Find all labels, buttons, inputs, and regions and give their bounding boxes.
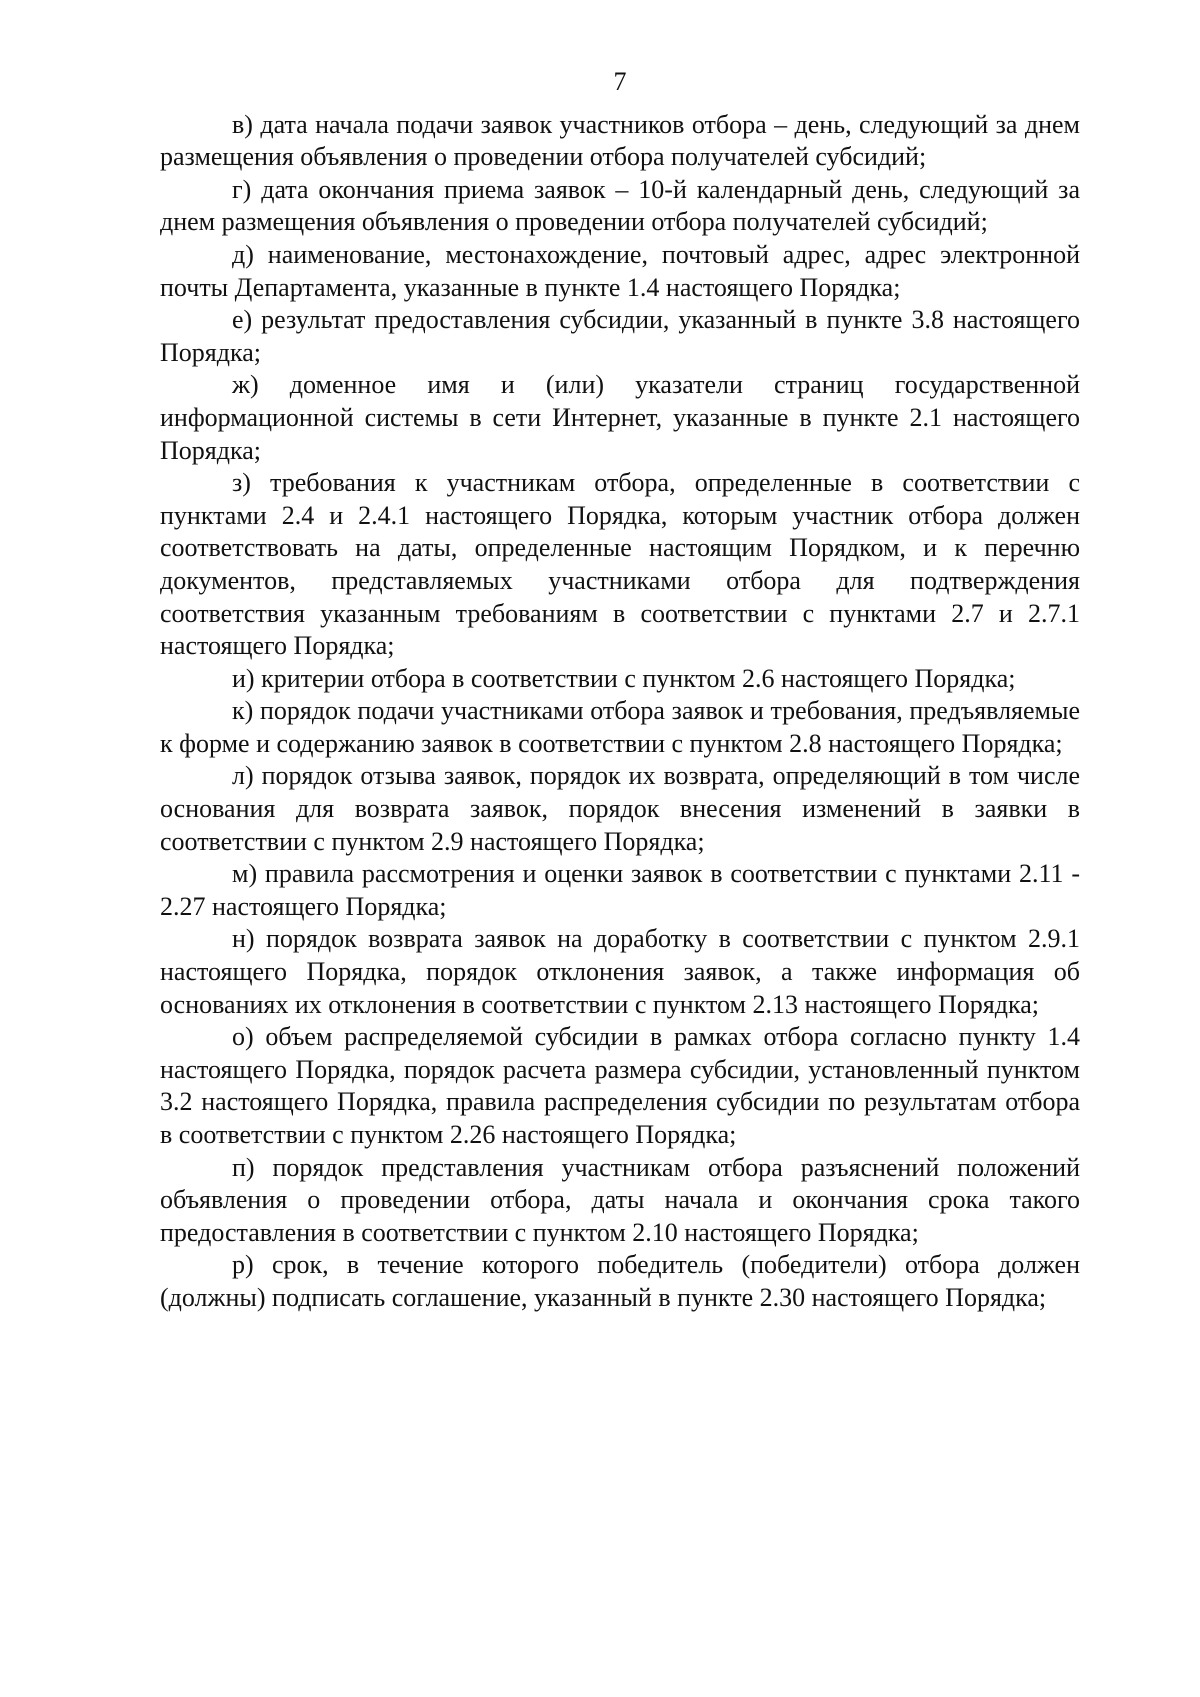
paragraph-m: м) правила рассмотрения и оценки заявок в соответствии с пунктами 2.11 - 2.27 настоящего Порядка;	[160, 859, 1080, 921]
paragraph-v: в) дата начала подачи заявок участников отбора – день, следующий за днем размещения объявления о проведении отбора получателей субсидий;	[160, 109, 1080, 172]
page-number: 7	[613, 67, 627, 96]
paragraph-d: д) наименование, местонахождение, почтовый адрес, адрес электронной почты Департамента, указанные в пункте 1.4 настоящего Порядка;	[160, 239, 1080, 302]
paragraph-e: е) результат предоставления субсидии, указанный в пункте 3.8 настоящего Порядка;	[160, 305, 1080, 367]
paragraph-zh: ж) доменное имя и (или) указатели страниц государственной информационной системы в сети Интернет, указанные в пункте 2.1 настоящего Порядка;	[160, 370, 1080, 465]
paragraph-r: р) срок, в течение которого победитель (победители) отбора должен (должны) подписать соглашение, указанный в пункте 2.30 настоящего Порядка;	[160, 1250, 1080, 1312]
paragraph-l: л) порядок отзыва заявок, порядок их возврата, определяющий в том числе основания для возврата заявок, порядок внесения изменений в заявки в соответствии с пунктом 2.9 настоящего Порядка;	[160, 761, 1080, 856]
document-page	[160, 66, 1080, 1315]
paragraph-g: г) дата окончания приема заявок – 10-й календарный день, следующий за днем размещения объявления о проведении отбора получателей субсидий;	[160, 174, 1080, 237]
paragraph-n: н) порядок возврата заявок на доработку в соответствии с пунктом 2.9.1 настоящего Порядка, порядок отклонения заявок, а также информация об основаниях их отклонения в соответствии с пунктом 2.13 настоящего Порядка;	[160, 924, 1080, 1019]
paragraph-i: и) критерии отбора в соответствии с пунктом 2.6 настоящего Порядка;	[232, 663, 1016, 693]
paragraph-k: к) порядок подачи участниками отбора заявок и требования, предъявляемые к форме и содержанию заявок в соответствии с пунктом 2.8 настоящего Порядка;	[160, 696, 1080, 758]
paragraph-p: п) порядок представления участникам отбора разъяснений положений объявления о проведении отбора, даты начала и окончания срока такого предоставления в соответствии с пунктом 2.10 настоящего Порядка;	[160, 1152, 1080, 1247]
paragraph-z: з) требования к участникам отбора, определенные в соответствии с пунктами 2.4 и 2.4.1 настоящего Порядка, которым участник отбора должен соответствовать на даты, определенные настоящим Порядком, и к перечню документов, представляемых участниками отбора для подтверждения соответствия указанным требованиям в соответствии с пунктами 2.7 и 2.7.1 настоящего Порядка;	[160, 468, 1080, 661]
paragraph-o: о) объем распределяемой субсидии в рамках отбора согласно пункту 1.4 настоящего Порядка, порядок расчета размера субсидии, установленный пунктом 3.2 настоящего Порядка, правила распределения субсидии по результатам отбора в соответствии с пунктом 2.26 настоящего Порядка;	[160, 1022, 1080, 1149]
